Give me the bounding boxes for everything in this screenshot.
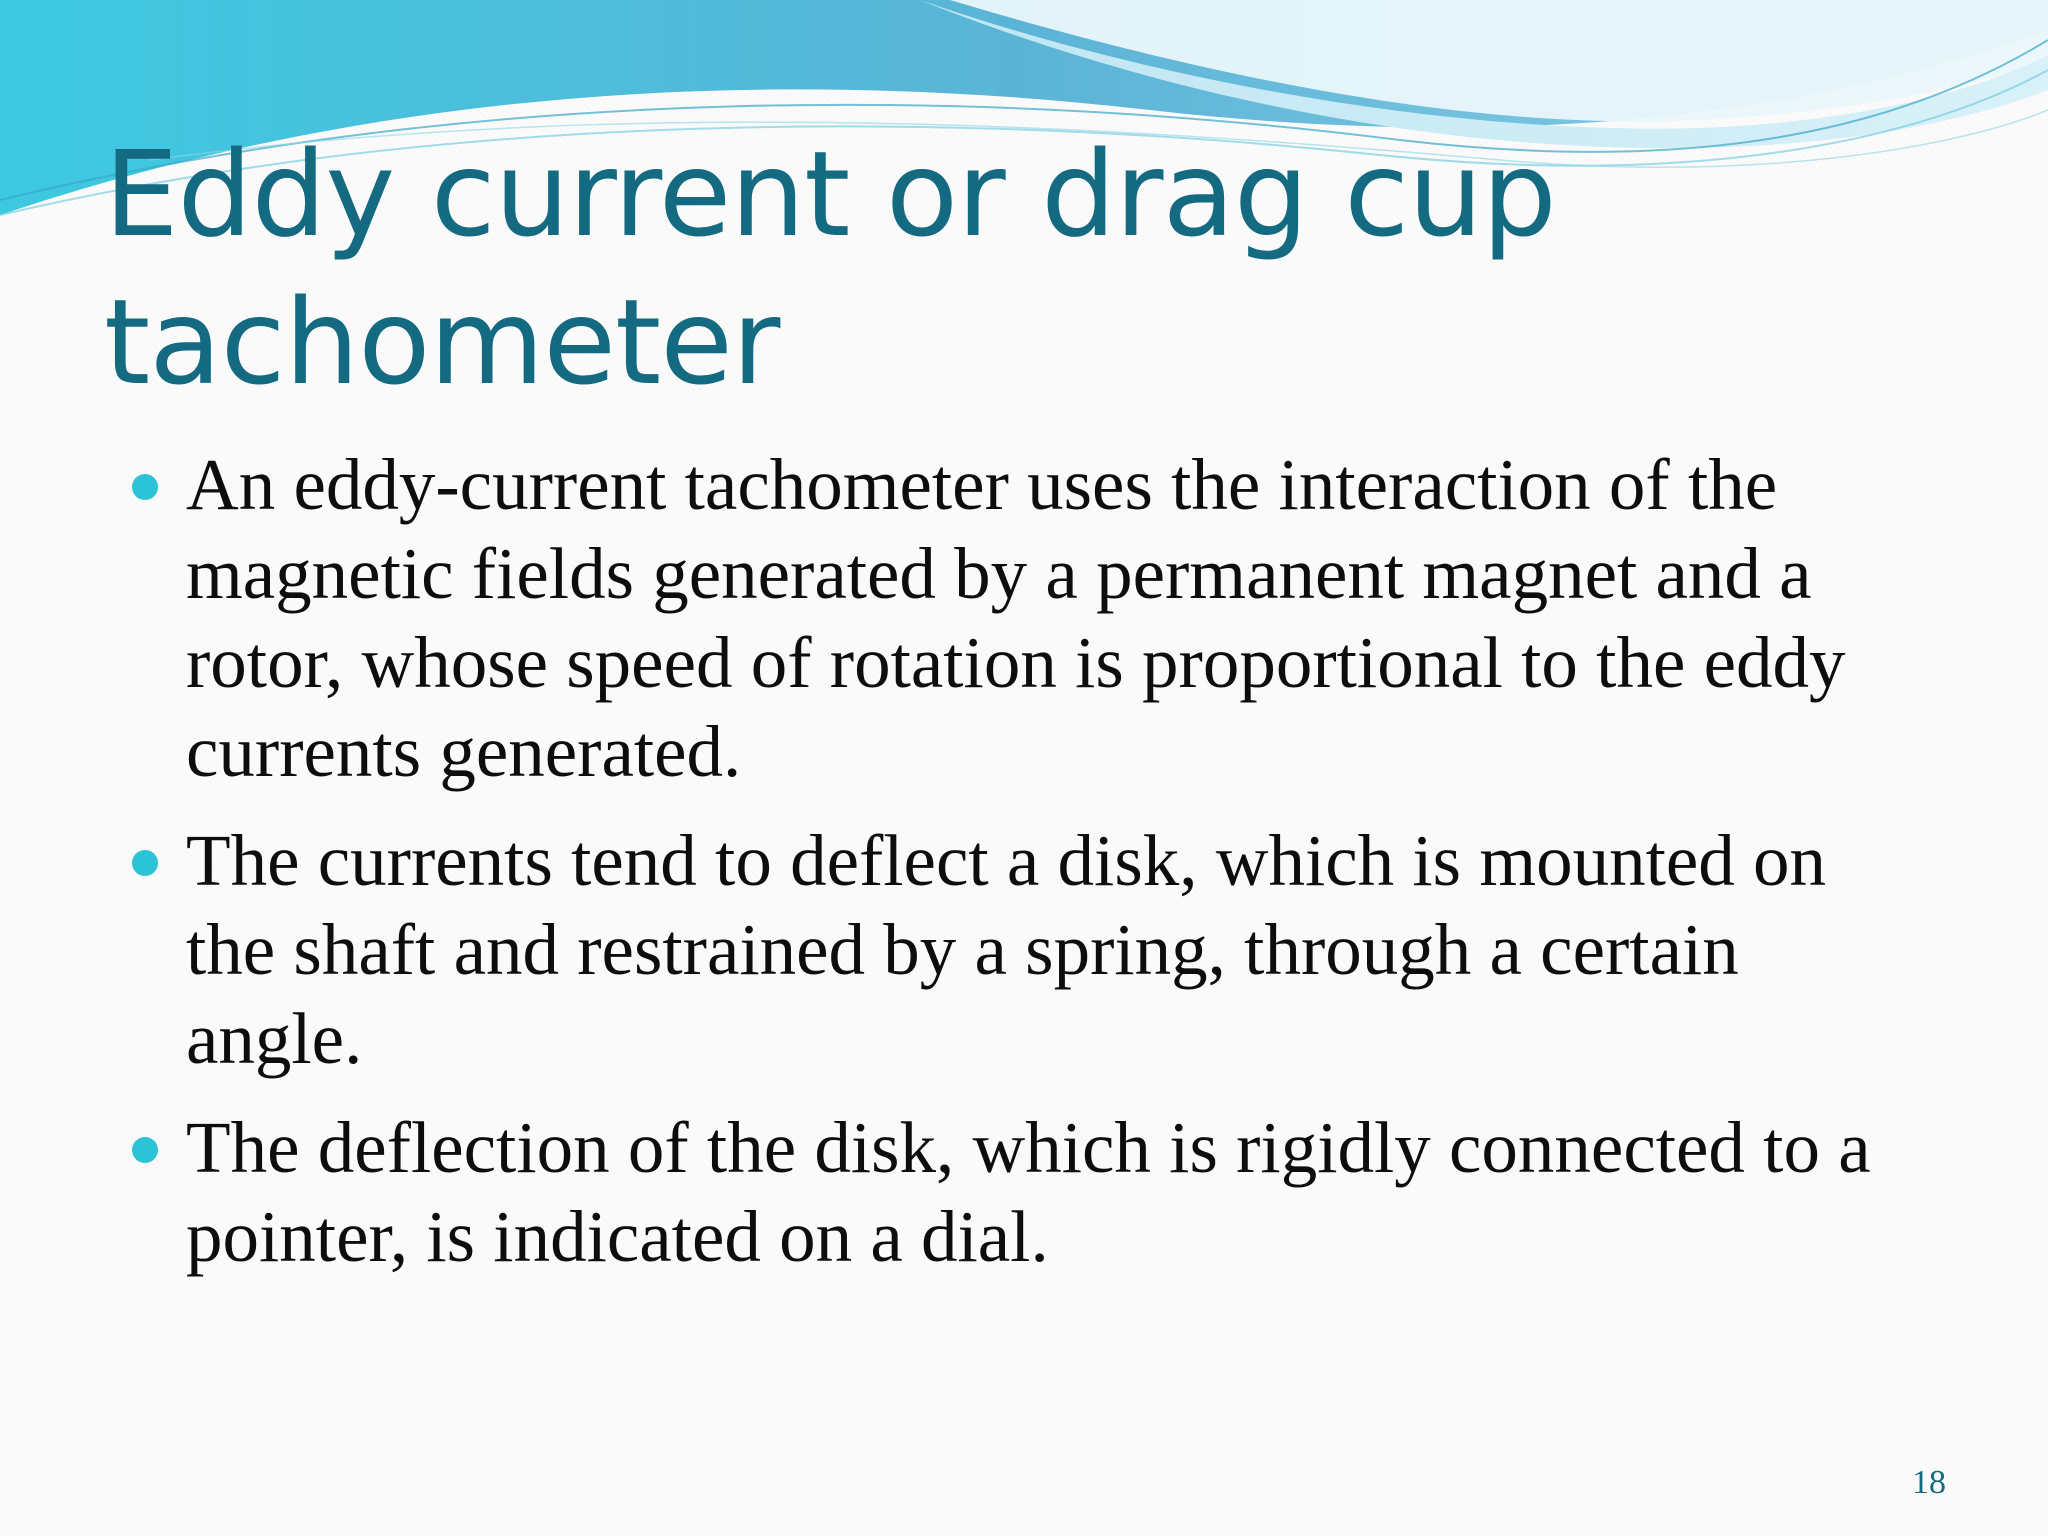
bullet-text: An eddy-current tachometer uses the interaction of the magnetic fields generated by a permanent magnet and a rotor, whose speed of rotation is proportional to the eddy currents generated. xyxy=(186,444,1846,792)
bullet-dot-icon xyxy=(132,474,158,500)
bullet-text: The deflection of the disk, which is rigidly connected to a pointer, is indicated on a dial. xyxy=(186,1107,1871,1277)
bullet-text: The currents tend to deflect a disk, which is mounted on the shaft and restrained by a spring, through a certain angle. xyxy=(186,820,1827,1079)
bullet-dot-icon xyxy=(132,1137,158,1163)
bullet-item xyxy=(124,816,1924,1083)
page-number: 18 xyxy=(1912,1464,1946,1501)
bullet-item xyxy=(124,440,1924,796)
bullet-dot-icon xyxy=(132,850,158,876)
slide-title: Eddy current or drag cup tachometer xyxy=(104,125,1556,411)
bullet-list xyxy=(124,440,1924,1301)
bullet-item xyxy=(124,1103,1924,1281)
